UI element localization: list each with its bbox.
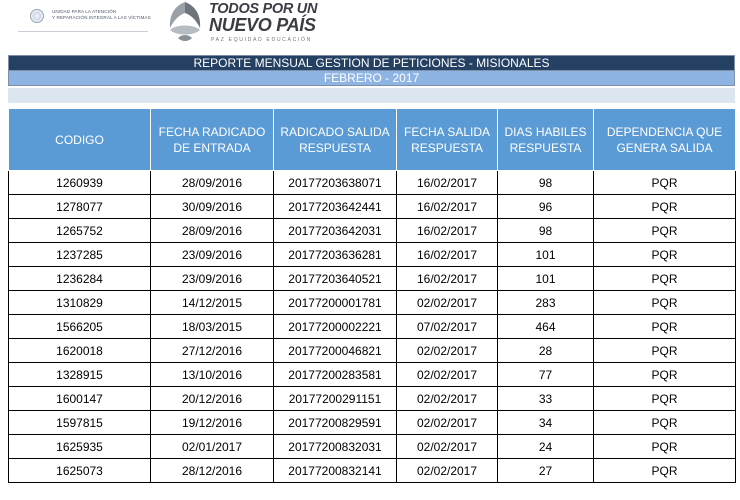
cell-fecha-radicado: 20/12/2016 — [151, 387, 274, 411]
cell-dependencia: PQR — [594, 243, 736, 267]
column-header-line: DIAS HABILES — [504, 124, 587, 139]
cell-codigo: 1620018 — [9, 339, 151, 363]
cell-dependencia: PQR — [594, 459, 736, 483]
spacer-bar — [8, 88, 735, 103]
cell-fecha-radicado: 14/12/2015 — [151, 291, 274, 315]
cell-codigo: 1597815 — [9, 411, 151, 435]
column-header-line: FECHA RADICADO — [158, 124, 266, 139]
colombia-seal-icon — [30, 9, 44, 23]
agency-line-1: UNIDAD PARA LA ATENCIÓN — [52, 9, 117, 14]
cell-dias-habiles: 101 — [498, 267, 594, 291]
cell-dependencia: PQR — [594, 315, 736, 339]
cell-fecha-salida: 16/02/2017 — [397, 219, 498, 243]
logo-tagline: PAZ EQUIDAD EDUCACIÓN — [211, 37, 312, 43]
cell-codigo: 1625073 — [9, 459, 151, 483]
cell-dependencia: PQR — [594, 219, 736, 243]
column-header-line: DE ENTRADA — [173, 140, 251, 155]
cell-codigo: 1260939 — [9, 171, 151, 195]
column-header-line: GENERA SALIDA — [616, 140, 713, 155]
cell-radicado-salida: 20177203636281 — [274, 243, 397, 267]
agency-name — [52, 9, 152, 20]
cell-dependencia: PQR — [594, 291, 736, 315]
cell-dependencia: PQR — [594, 411, 736, 435]
cell-codigo: 1237285 — [9, 243, 151, 267]
table-row — [9, 171, 736, 195]
column-header-radicado-salida — [274, 109, 397, 171]
table-row — [9, 459, 736, 483]
column-header-fecha-salida — [397, 109, 498, 171]
cell-fecha-salida: 02/02/2017 — [397, 291, 498, 315]
cell-fecha-salida: 16/02/2017 — [397, 195, 498, 219]
cell-fecha-salida: 02/02/2017 — [397, 387, 498, 411]
cell-fecha-radicado: 28/09/2016 — [151, 219, 274, 243]
table-row — [9, 243, 736, 267]
column-header-codigo — [9, 109, 151, 171]
cell-radicado-salida: 20177200002221 — [274, 315, 397, 339]
cell-dias-habiles: 24 — [498, 435, 594, 459]
column-header-line: RESPUESTA — [299, 140, 371, 155]
table-header-row — [9, 109, 736, 171]
cell-fecha-salida: 02/02/2017 — [397, 339, 498, 363]
cell-fecha-radicado: 23/09/2016 — [151, 243, 274, 267]
cell-dias-habiles: 98 — [498, 171, 594, 195]
column-header-line: FECHA SALIDA — [403, 124, 491, 139]
cell-fecha-radicado: 23/09/2016 — [151, 267, 274, 291]
cell-codigo: 1236284 — [9, 267, 151, 291]
cell-fecha-radicado: 30/09/2016 — [151, 195, 274, 219]
cell-codigo: 1310829 — [9, 291, 151, 315]
column-header-line: DEPENDENCIA QUE — [606, 124, 723, 139]
cell-fecha-salida: 02/02/2017 — [397, 363, 498, 387]
cell-fecha-salida: 02/02/2017 — [397, 411, 498, 435]
cell-radicado-salida: 20177203640521 — [274, 267, 397, 291]
cell-dias-habiles: 101 — [498, 243, 594, 267]
cell-fecha-radicado: 27/12/2016 — [151, 339, 274, 363]
cell-dependencia: PQR — [594, 267, 736, 291]
cell-dias-habiles: 98 — [498, 219, 594, 243]
cell-dias-habiles: 464 — [498, 315, 594, 339]
column-header-dias-habiles — [498, 109, 594, 171]
cell-radicado-salida: 20177200001781 — [274, 291, 397, 315]
header-divider — [18, 31, 148, 32]
cell-dias-habiles: 283 — [498, 291, 594, 315]
cell-fecha-salida: 02/02/2017 — [397, 459, 498, 483]
cell-codigo: 1265752 — [9, 219, 151, 243]
cell-codigo: 1625935 — [9, 435, 151, 459]
table-row — [9, 267, 736, 291]
cell-radicado-salida: 20177200291151 — [274, 387, 397, 411]
cell-fecha-radicado: 28/09/2016 — [151, 171, 274, 195]
table-row — [9, 387, 736, 411]
cell-radicado-salida: 20177200283581 — [274, 363, 397, 387]
table-body — [9, 171, 736, 483]
cell-dias-habiles: 34 — [498, 411, 594, 435]
cell-fecha-radicado: 28/12/2016 — [151, 459, 274, 483]
cell-radicado-salida: 20177200832031 — [274, 435, 397, 459]
column-header-fecha-radicado — [151, 109, 274, 171]
cell-fecha-salida: 16/02/2017 — [397, 171, 498, 195]
cell-fecha-salida: 16/02/2017 — [397, 267, 498, 291]
cell-dias-habiles: 27 — [498, 459, 594, 483]
cell-radicado-salida: 20177203638071 — [274, 171, 397, 195]
petitions-table — [8, 108, 736, 483]
logo-line-2: NUEVO PAÍS — [209, 15, 316, 35]
cell-codigo: 1328915 — [9, 363, 151, 387]
column-header-dependencia — [594, 109, 736, 171]
cell-dependencia: PQR — [594, 171, 736, 195]
table-row — [9, 411, 736, 435]
cell-fecha-radicado: 13/10/2016 — [151, 363, 274, 387]
table-row — [9, 291, 736, 315]
table-row — [9, 195, 736, 219]
column-header-line: RESPUESTA — [509, 140, 582, 155]
cell-dependencia: PQR — [594, 387, 736, 411]
agency-line-2: Y REPARACIÓN INTEGRAL A LAS VÍCTIMAS — [52, 14, 151, 20]
cell-dependencia: PQR — [594, 363, 736, 387]
cell-dependencia: PQR — [594, 195, 736, 219]
report-month: FEBRERO - 2017 — [8, 71, 735, 86]
cell-radicado-salida: 20177203642031 — [274, 219, 397, 243]
cell-fecha-salida: 16/02/2017 — [397, 243, 498, 267]
table-row — [9, 219, 736, 243]
table-row — [9, 435, 736, 459]
cell-fecha-radicado: 19/12/2016 — [151, 411, 274, 435]
cell-fecha-radicado: 18/03/2015 — [151, 315, 274, 339]
cell-dias-habiles: 28 — [498, 339, 594, 363]
cell-radicado-salida: 20177203642441 — [274, 195, 397, 219]
cell-dias-habiles: 77 — [498, 363, 594, 387]
cell-codigo: 1600147 — [9, 387, 151, 411]
cell-dias-habiles: 33 — [498, 387, 594, 411]
cell-radicado-salida: 20177200829591 — [274, 411, 397, 435]
cell-fecha-radicado: 02/01/2017 — [151, 435, 274, 459]
column-header-line: RADICADO SALIDA — [280, 124, 390, 139]
cell-dependencia: PQR — [594, 339, 736, 363]
table-row — [9, 315, 736, 339]
cell-dias-habiles: 96 — [498, 195, 594, 219]
column-header-line: RESPUESTA — [411, 140, 483, 155]
column-header-line: CODIGO — [55, 132, 104, 147]
cell-fecha-salida: 07/02/2017 — [397, 315, 498, 339]
table-row — [9, 363, 736, 387]
nuevo-pais-logo-icon — [166, 0, 204, 44]
table-row — [9, 339, 736, 363]
logo-line-1: TODOS POR UN — [209, 1, 318, 17]
cell-codigo: 1278077 — [9, 195, 151, 219]
cell-codigo: 1566205 — [9, 315, 151, 339]
cell-radicado-salida: 20177200046821 — [274, 339, 397, 363]
report-title: REPORTE MENSUAL GESTION DE PETICIONES - MISIONALES — [8, 55, 735, 71]
cell-dependencia: PQR — [594, 435, 736, 459]
page-header — [0, 0, 740, 50]
cell-fecha-salida: 02/02/2017 — [397, 435, 498, 459]
cell-radicado-salida: 20177200832141 — [274, 459, 397, 483]
